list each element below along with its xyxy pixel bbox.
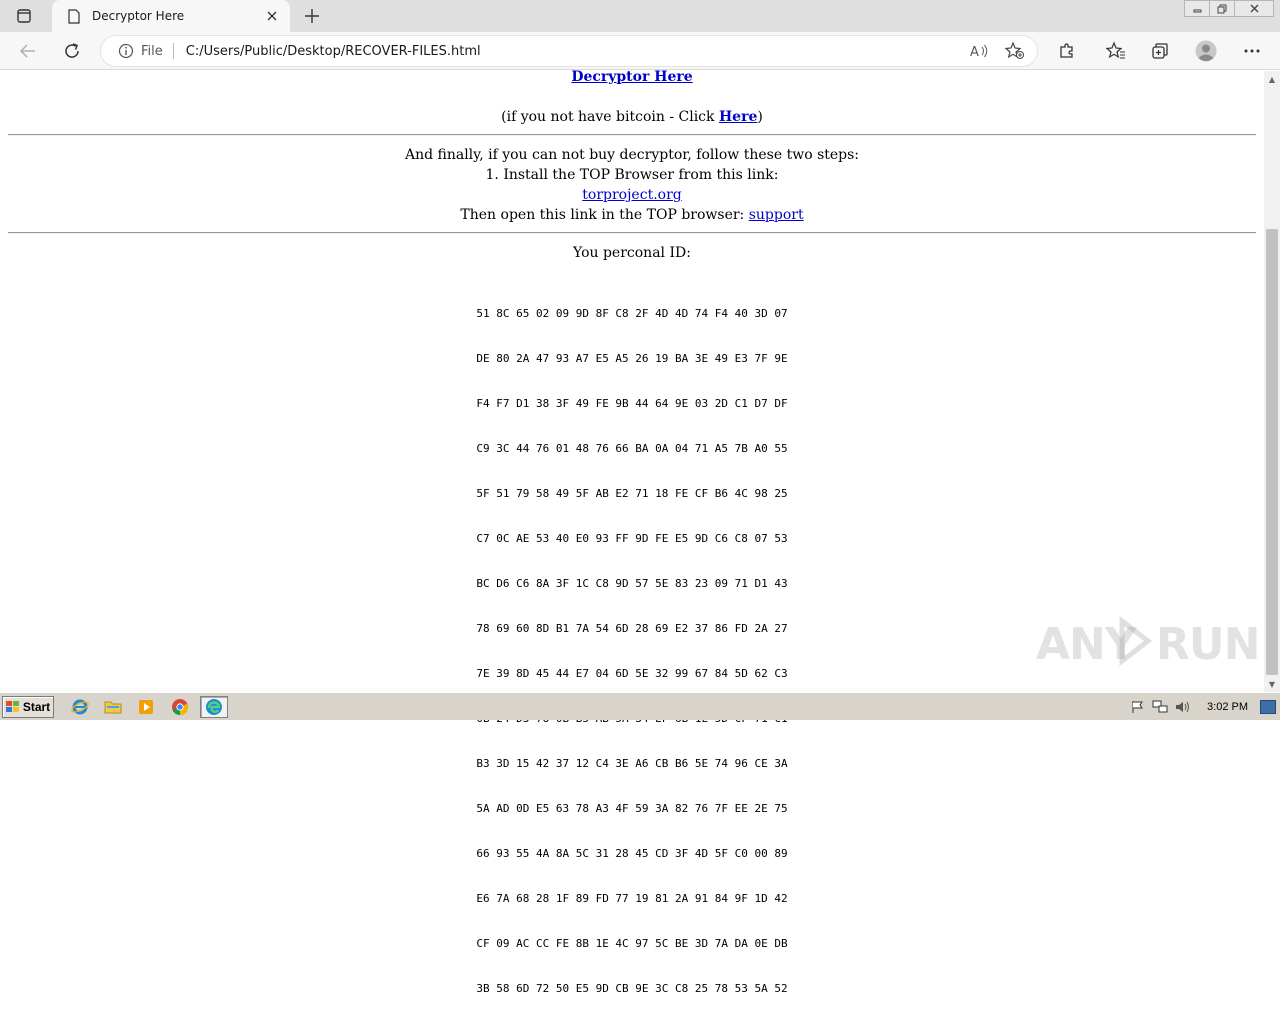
personal-id-label: You perconal ID:	[573, 245, 691, 261]
bitcoin-here-link[interactable]: Here	[718, 109, 758, 125]
chrome-icon	[171, 698, 189, 716]
taskbar-ie[interactable]	[66, 696, 94, 718]
address-scheme: File	[141, 43, 163, 59]
vertical-scrollbar[interactable]	[1264, 71, 1280, 692]
plus-icon	[305, 9, 319, 23]
arrow-left-icon	[19, 42, 37, 60]
add-favorite-button[interactable]	[1001, 37, 1029, 65]
network-icon[interactable]	[1151, 699, 1169, 715]
divider-bottom	[8, 232, 1256, 234]
refresh-button[interactable]	[58, 37, 86, 65]
step2-line	[0, 205, 1264, 225]
favorites-icon	[1106, 42, 1126, 60]
collections-button[interactable]	[1145, 37, 1175, 65]
back-button[interactable]	[14, 37, 42, 65]
watermark-logo	[1036, 611, 1260, 671]
taskbar-media-player[interactable]	[132, 696, 160, 718]
finally-text: And finally, if you can not buy decryptor, follow these two steps:	[404, 147, 860, 163]
id-line: 51 8C 65 02 09 9D 8F C8 2F 4D 4D 74 F4 40 3D 07	[476, 307, 788, 320]
scroll-up-arrow[interactable]: ▲	[1268, 74, 1276, 84]
system-tray	[1127, 695, 1280, 719]
taskbar-chrome[interactable]	[166, 696, 194, 718]
internet-explorer-icon	[71, 698, 89, 716]
tab-actions-icon	[16, 8, 32, 24]
restore-icon	[1217, 4, 1227, 14]
id-line: B3 3D 15 42 37 12 C4 3E A6 CB B6 5E 74 96 CE 3A	[476, 757, 788, 770]
tor-link-line	[0, 185, 1264, 205]
favorites-button[interactable]	[1101, 37, 1131, 65]
minimize-button[interactable]	[1184, 0, 1210, 17]
show-desktop-icon[interactable]	[1260, 700, 1276, 714]
more-icon	[1244, 49, 1260, 53]
svg-text:RUN: RUN	[1156, 619, 1260, 670]
id-line: F4 F7 D1 38 3F 49 FE 9B 44 64 9E 03 2D C1 D7 DF	[476, 397, 788, 410]
page-icon	[66, 8, 82, 24]
close-window-button[interactable]	[1234, 0, 1274, 17]
extensions-button[interactable]	[1052, 37, 1082, 65]
taskbar	[0, 692, 1280, 720]
volume-icon[interactable]	[1173, 699, 1191, 715]
address-bar[interactable]	[100, 35, 1038, 67]
restore-button[interactable]	[1209, 0, 1235, 17]
tab-close-button[interactable]	[260, 4, 284, 28]
new-tab-button[interactable]	[300, 4, 324, 28]
collections-icon	[1151, 42, 1169, 60]
close-icon	[1250, 4, 1259, 13]
id-line: 66 93 55 4A 8A 5C 31 28 45 CD 3F 4D 5F C0 00 89	[476, 847, 788, 860]
id-line: 5A AD 0D E5 63 78 A3 4F 59 3A 82 76 7F EE 2E 75	[476, 802, 788, 815]
svg-text:A: A	[970, 45, 979, 60]
tab-title: Decryptor Here	[92, 9, 185, 23]
puzzle-icon	[1058, 42, 1076, 60]
window-controls	[1185, 0, 1274, 18]
minimize-icon	[1193, 4, 1202, 13]
support-link[interactable]: support	[748, 207, 804, 223]
id-line: DE 80 2A 47 93 A7 E5 A5 26 19 BA 3E 49 E3 7F 9E	[476, 352, 788, 365]
id-line: 3B 58 6D 72 50 E5 9D CB 9E 3C C8 25 78 53 5A 52	[476, 982, 788, 995]
id-line: 5F 51 79 58 49 5F AB E2 71 18 FE CF B6 4C 98 25	[476, 487, 788, 500]
address-separator	[173, 43, 174, 59]
more-menu-button[interactable]	[1237, 37, 1267, 65]
id-line: CF 09 AC CC FE 8B 1E 4C 97 5C BE 3D 7A DA 0E DB	[476, 937, 788, 950]
id-line: 7E 39 8D 45 44 E7 04 6D 5E 32 99 67 84 5D 62 C3	[476, 667, 788, 680]
id-line: C9 3C 44 76 01 48 76 66 BA 0A 04 71 A5 7B A0 55	[476, 442, 788, 455]
id-line: BC D6 C6 8A 3F 1C C8 9D 57 5E 83 23 09 71 D1 43	[476, 577, 788, 590]
star-add-icon	[1005, 42, 1025, 60]
folder-icon	[104, 699, 122, 715]
windows-flag-icon	[6, 701, 20, 713]
decryptor-link[interactable]: Decryptor Here	[571, 69, 693, 85]
browser-toolbar	[0, 32, 1280, 70]
step1-text: 1. Install the TOP Browser from this link:	[485, 167, 779, 183]
tab-strip	[0, 0, 1280, 32]
scroll-down-arrow[interactable]: ▼	[1268, 679, 1276, 689]
scroll-thumb[interactable]	[1266, 229, 1278, 675]
media-player-icon	[138, 699, 154, 715]
info-icon[interactable]	[117, 42, 135, 60]
id-line: C7 0C AE 53 40 E0 93 FF 9D FE E5 9D C6 C8 07 53	[476, 532, 788, 545]
taskbar-edge[interactable]	[200, 696, 228, 718]
id-line: 78 69 60 8D B1 7A 54 6D 28 69 E2 37 86 FD 2A 27	[476, 622, 788, 635]
bitcoin-suffix: )	[757, 109, 763, 125]
edge-icon	[205, 698, 223, 716]
taskbar-explorer[interactable]	[99, 696, 127, 718]
start-label: Start	[22, 700, 51, 714]
flag-icon[interactable]	[1129, 699, 1147, 715]
bitcoin-prefix: (if you not have bitcoin - Click	[501, 109, 719, 125]
profile-button[interactable]	[1191, 37, 1221, 65]
read-aloud-icon	[969, 43, 989, 59]
taskbar-clock[interactable]: 3:02 PM	[1207, 701, 1248, 713]
step2-prefix: Then open this link in the TOP browser:	[460, 207, 749, 223]
tab-active[interactable]	[52, 0, 290, 32]
torproject-link[interactable]: torproject.org	[582, 187, 682, 203]
anyrun-watermark	[1036, 611, 1260, 671]
id-line: E6 7A 68 28 1F 89 FD 77 19 81 2A 91 84 9F 1D 42	[476, 892, 788, 905]
close-icon	[267, 11, 277, 21]
divider-top	[8, 134, 1256, 136]
read-aloud-button[interactable]	[965, 37, 993, 65]
svg-text:ANY: ANY	[1036, 619, 1136, 670]
avatar	[1195, 40, 1217, 62]
tab-actions-button[interactable]	[8, 4, 40, 28]
start-button[interactable]	[2, 696, 54, 718]
address-url[interactable]: C:/Users/Public/Desktop/RECOVER-FILES.html	[185, 43, 481, 59]
bitcoin-line	[0, 107, 1264, 127]
refresh-icon	[63, 42, 81, 60]
